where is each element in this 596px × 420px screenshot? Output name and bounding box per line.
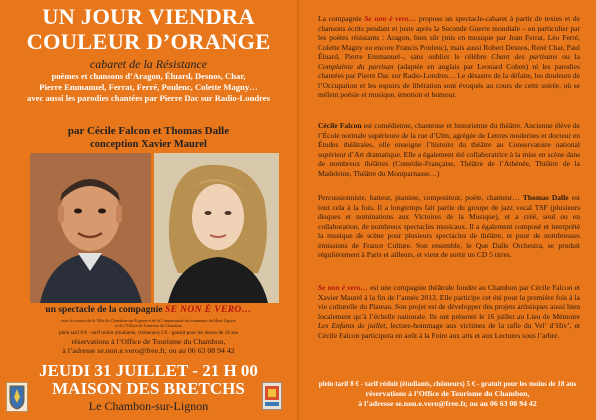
show-title bbox=[0, 4, 297, 54]
booking-line-2: à l’adresse se.non.e.vero@free.fr, ou au 06 63 08 94 42 bbox=[62, 345, 235, 355]
footer-booking-1: réservations à l’Office de Tourisme du Chambon, bbox=[365, 389, 530, 398]
company-prefix: un spectacle de la compagnie bbox=[45, 305, 163, 315]
footer-prices: plein tarif 8 € - tarif réduit (étudiants, chômeurs) 5 € - gratuit pour les moins de 18 ans bbox=[318, 380, 577, 388]
dalle-bio-lead: Percussionniste, batteur, pianiste, compositeur, poète, chanteur… bbox=[318, 193, 520, 202]
support-note bbox=[20, 318, 277, 328]
company-bio-text-2: , lecture-hommage aux victimes de la rafle du Vel’ d’Hiv’, et Cécile Falcon participera en août à la Foire aux arts et aux Lectures sous l’arbre. bbox=[318, 321, 581, 340]
intro-text-a: La compagnie bbox=[318, 14, 362, 23]
intro-text-b: propose un spectacle-cabaret à partir de textes et de chansons écrits pendant et juste après la Seconde Guerre mondiale – en particulier par les poètes résistants : Aragon, bien sûr (mis en musique par Jean Ferrat, Léo Ferré, Colette Magny ou encore Francis Poulenc), mais aussi Robert Desnos, René Char, Paul Éluard, Pierre Emmanuel–, sans oublier le célèbre bbox=[318, 14, 581, 61]
intro-song-1: Chant des partisans bbox=[491, 52, 558, 61]
conception-credit: conception Xavier Maurel bbox=[90, 139, 207, 150]
title-line-1: UN JOUR VIENDRA bbox=[42, 4, 255, 29]
performer-photo-woman bbox=[154, 153, 279, 303]
ticket-prices: plein tarif 8 € - tarif réduit (étudiants, chômeurs) 5 € - gratuit pour les moins de 18 ans bbox=[58, 330, 239, 336]
booking-info bbox=[10, 338, 287, 355]
performer-photo-man bbox=[30, 153, 151, 303]
falcon-bio bbox=[318, 121, 580, 178]
falcon-name: Cécile Falcon bbox=[318, 121, 362, 130]
event-town: Le Chambon-sur-Lignon bbox=[88, 399, 209, 413]
support-line-1: avec le soutien de la Ville du Chambon-sur-Lignon et de la Communauté de communes du Haut-Lignon bbox=[61, 318, 236, 323]
town-logo bbox=[6, 382, 28, 412]
company-bio-name: Se non è vero… bbox=[318, 283, 368, 292]
company-line bbox=[4, 305, 293, 315]
booking-line-1: réservations à l’Office de Tourisme du Chambon, bbox=[71, 337, 226, 346]
show-subtitle: cabaret de la Résistance bbox=[89, 57, 208, 71]
right-footer bbox=[309, 380, 586, 409]
left-page bbox=[0, 0, 297, 420]
intro-company-name: Se non è vero… bbox=[364, 14, 417, 23]
dalle-name: Thomas Dalle bbox=[522, 193, 569, 202]
company-bio-text: est une compagnie théâtrale fondée au Chambon par Cécile Falcon et Xavier Maurel à la fin de l’année 2013. Elle participe cet été pour la première fois à la vie culturelle du Plateau. Son projet est de développer des projets artistiques aussi bien localement qu’à l’échelle nationale. Ils ont présenté le 16 juillet au Lieu de Mémoire bbox=[318, 283, 581, 321]
event-date: JEUDI 31 JUILLET - 21 H 00 bbox=[39, 361, 258, 380]
company-bio bbox=[318, 283, 580, 340]
intro-song-2: Complainte du partisan bbox=[318, 61, 394, 71]
intro-text-c: ou la bbox=[562, 52, 581, 61]
footer-booking-2: à l’adresse se.non.e.vero@free.fr, ou au 06 63 08 94 42 bbox=[358, 399, 537, 408]
support-line-2: et de l’Office de Tourisme du Chambon bbox=[115, 323, 182, 329]
falcon-bio-text: est comédienne, chanteuse et historienne du théâtre. Ancienne élève de l’École normale supérieure de la rue d’Ulm, agrégée de Lettres modernes et docteur en Études théâtrales, elle enseigne l’histoire du théâtre au Conservatoire national supérieur d’Art dramatique. Elle a également été collaboratrice à la mise en scène dans de nombreux théâtres (Comédie-Française, Théâtre de l’Athénée, Théâtre de la Madeleine, Théâtre du Montparnasse…) bbox=[318, 121, 580, 178]
intro-paragraph bbox=[318, 14, 580, 100]
poets-line-1: poèmes et chansons d’Aragon, Éluard, Desnos, Char, bbox=[51, 71, 246, 81]
credits bbox=[0, 125, 297, 151]
poets-line-2: Pierre Emmanuel, Ferrat, Ferré, Poulenc, Colette Magny… bbox=[39, 81, 258, 92]
company-bio-show: Les Enfants de juillet bbox=[318, 321, 386, 330]
poets-line-3: avec aussi les parodies chantées par Pierre Dac sur Radio-Londres bbox=[27, 92, 270, 103]
dalle-bio bbox=[318, 193, 580, 260]
intro-text-d: (adaptée en anglais par Leonard Cohen) ni les parodies chantées par Pierre Dac sur Radio-Londres… Le désastre de la défaite, les douleurs de l’Occupation et les espoirs de libération sont évoqués au cours de cette soirée, où se mêlent poésie et musique, émotion et humour. bbox=[318, 61, 581, 99]
poets-list bbox=[4, 71, 293, 103]
right-page bbox=[299, 0, 596, 420]
title-line-2: COULEUR D’ORANGE bbox=[26, 29, 271, 54]
dalle-bio-text: est tout cela à la fois. Il a longtemps fait partie du groupe de jazz vocal TSF (plusieurs disques et nominations aux Victoires de la Musique), et a créé, seul ou en collaboration, de nombreux spectacles musicaux. Il a également composé et interprété la musique de scène pour plusieurs spectacles de théâtre, et pour de nombreuses émissions de France Culture. Son ensemble, le Que Dalle Orchestra, se produit régulièrement à Paris et ailleurs, et vient de sortir un CD 5 titres. bbox=[318, 193, 581, 259]
event-venue: MAISON DES BRETCHS bbox=[52, 379, 245, 398]
byline: par Cécile Falcon et Thomas Dalle bbox=[67, 125, 230, 137]
sponsor-logo bbox=[262, 382, 282, 410]
company-name: SE NON È VERO… bbox=[164, 305, 252, 315]
